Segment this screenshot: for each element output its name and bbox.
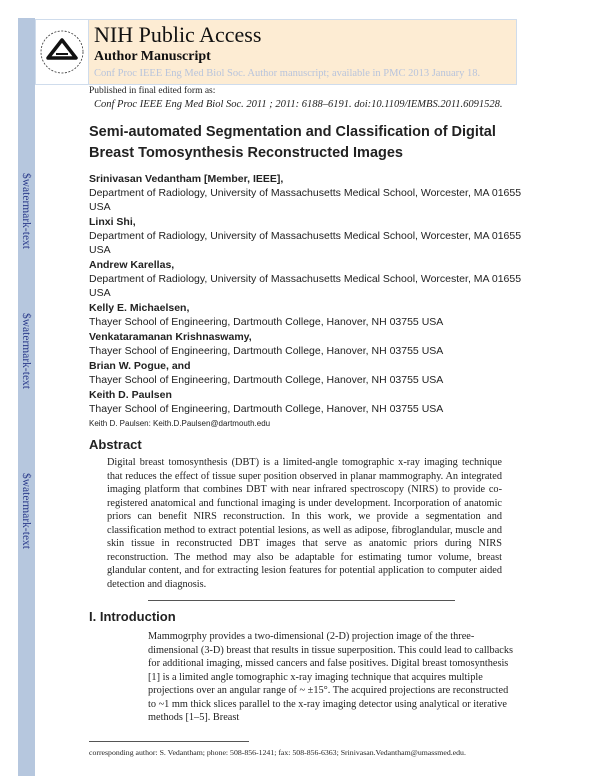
journal-line: Conf Proc IEEE Eng Med Biol Soc. Author manuscript; available in PMC 2013 January 18. bbox=[94, 68, 481, 79]
header-title: NIH Public Access bbox=[94, 22, 262, 47]
published-label: Published in final edited form as: bbox=[89, 86, 216, 96]
author-name: Srinivasan Vedantham [Member, IEEE], bbox=[89, 173, 284, 185]
author-affiliation: Thayer School of Engineering, Dartmouth College, Hanover, NH 03755 USA bbox=[89, 374, 444, 386]
author-country: USA bbox=[89, 201, 111, 213]
author-affiliation: Thayer School of Engineering, Dartmouth College, Hanover, NH 03755 USA bbox=[89, 403, 444, 415]
author-name: Brian W. Pogue, and bbox=[89, 360, 191, 372]
header-subtitle: Author Manuscript bbox=[94, 49, 211, 64]
author-affiliation: Department of Radiology, University of Massachusetts Medical School, Worcester, MA 01655 bbox=[89, 187, 522, 199]
footnote-divider bbox=[89, 741, 249, 742]
abstract-heading: Abstract bbox=[89, 437, 142, 452]
divider bbox=[148, 600, 455, 601]
author-affiliation: Department of Radiology, University of Massachusetts Medical School, Worcester, MA 01655 bbox=[89, 230, 522, 242]
footnote: corresponding author: S. Vedantham; phone: 508-856-1241; fax: 508-856-6363; Srinivasan.Vedantham@umassmed.edu. bbox=[89, 747, 466, 757]
citation: Conf Proc IEEE Eng Med Biol Soc. 2011 ; 2011: 6188–6191. doi:10.1109/IEMBS.2011.6091528. bbox=[94, 99, 503, 110]
author-name: Venkataramanan Krishnaswamy, bbox=[89, 331, 252, 343]
author-name: Andrew Karellas, bbox=[89, 259, 175, 271]
watermark: $watermark-text bbox=[20, 473, 32, 549]
watermark: $watermark-text bbox=[20, 313, 32, 389]
author-country: USA bbox=[89, 244, 111, 256]
abstract-text: Digital breast tomosynthesis (DBT) is a limited-angle tomographic x-ray imaging technique that reduces the effect of tissue super position observed in planar mammography. An integrated imaging platform that combines DBT with near infrared spectroscopy (NIRS) to provide co-registered anatomical and functional imaging is under development. Incorporation of anatomic priors can benefit NIRS reconstruction. In this work, we provide a segmentation and classification method to extract potential lesions, as well as adipose, fibroglandular, muscle and skin tissue in reconstructed DBT images that serve as anatomic priors during NIRS reconstruction. The method may also be adaptable for estimating tumor volume, breast glandular content, and for extracting lesion features for potential application to computer aided detection and diagnosis. bbox=[107, 457, 502, 590]
author-name: Keith D. Paulsen bbox=[89, 389, 172, 401]
watermark: $watermark-text bbox=[20, 173, 32, 249]
author-list bbox=[89, 172, 534, 429]
author-country: USA bbox=[89, 287, 111, 299]
intro-text: Mammogrphy provides a two-dimensional (2-D) projection image of the three-dimensional (3-D) breast that results in tissue superposition. This could lead to callbacks for additional imaging, missed cancers and false positives. Digital breast tomosynthesis [1] is a limited angle tomographic x-ray imaging technique that acquires multiple projections over an angular range of ~ ±15°. The acquired projections are reconstructed to ~1 mm thick slices parallel to the x-ray imaging detector using analytical or iterative methods [1–5]. Breast bbox=[148, 631, 513, 723]
author-affiliation: Thayer School of Engineering, Dartmouth College, Hanover, NH 03755 USA bbox=[89, 316, 444, 328]
intro-heading: I. Introduction bbox=[89, 609, 176, 624]
article-body bbox=[89, 122, 534, 776]
nih-header bbox=[35, 19, 517, 85]
nih-logo bbox=[36, 20, 89, 84]
author-name: Linxi Shi, bbox=[89, 216, 136, 228]
author-affiliation: Thayer School of Engineering, Dartmouth College, Hanover, NH 03755 USA bbox=[89, 345, 444, 357]
author-affiliation: Department of Radiology, University of Massachusetts Medical School, Worcester, MA 01655 bbox=[89, 273, 522, 285]
nih-seal-icon bbox=[36, 20, 88, 84]
paper-title: Semi-automated Segmentation and Classification of Digital Breast Tomosynthesis Reconstructed Images bbox=[89, 124, 496, 161]
author-name: Kelly E. Michaelsen, bbox=[89, 302, 190, 314]
contact-email: Keith D. Paulsen: Keith.D.Paulsen@dartmouth.edu bbox=[89, 419, 271, 428]
sidebar-strip bbox=[18, 18, 35, 776]
